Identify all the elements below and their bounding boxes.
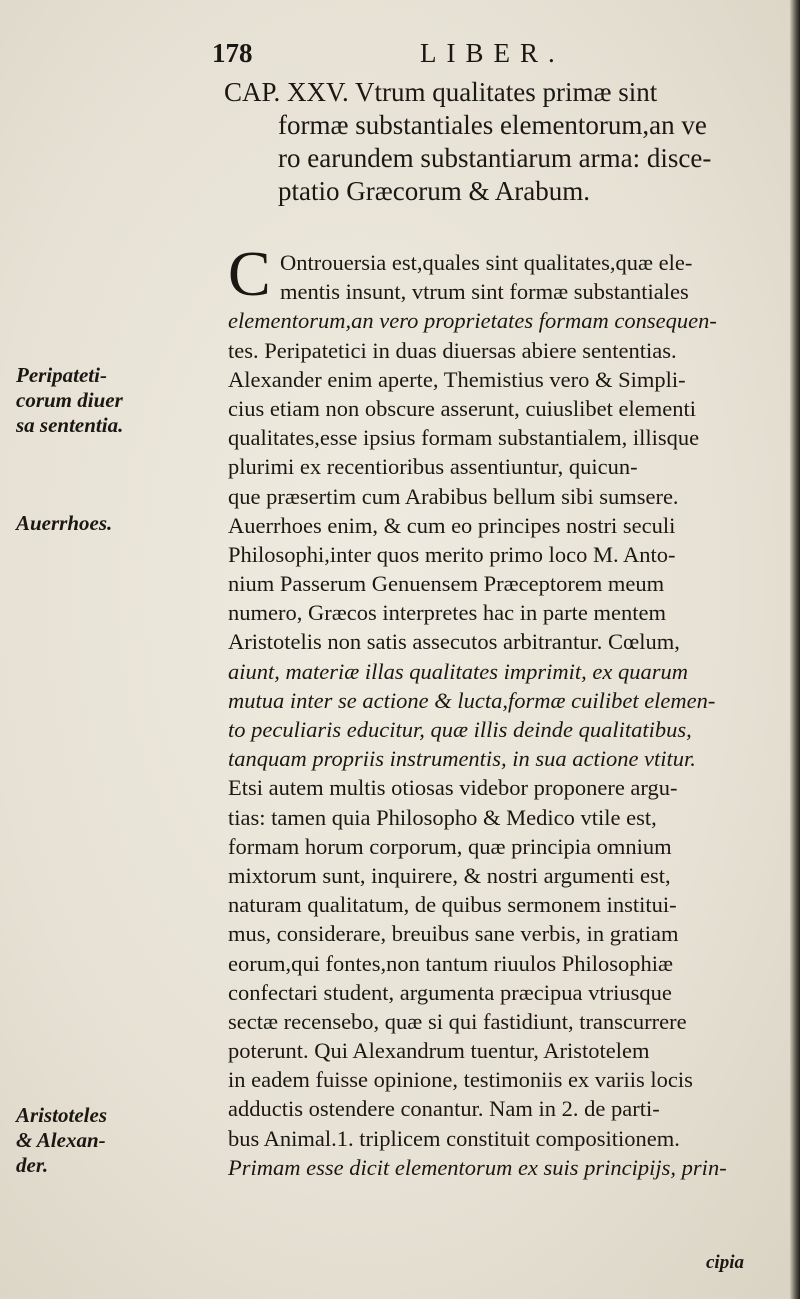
page-edge-shadow — [790, 0, 800, 1299]
margin-note-line: der. — [16, 1153, 49, 1177]
text-line: mutua inter se actione & lucta,formæ cuilibet elemen- — [228, 687, 716, 713]
chapter-heading — [224, 76, 784, 208]
text-line: Aristotelis non satis assecutos arbitrantur. Cœlum, — [228, 629, 680, 655]
drop-cap: C — [228, 238, 271, 309]
text-line: plurimi ex recentioribus assentiuntur, quicun- — [228, 454, 638, 480]
margin-note-line: Aristoteles — [16, 1103, 108, 1127]
text-line: poterunt. Qui Alexandrum tuentur, Aristotelem — [228, 1038, 650, 1064]
text-line: que præsertim cum Arabibus bellum sibi sumsere. — [228, 483, 679, 509]
text-line: mus, considerare, breuibus sane verbis, in gratiam — [228, 921, 679, 947]
margin-note-line: corum diuer — [16, 388, 123, 412]
text-line: aiunt, materiæ illas qualitates imprimit, ex quarum — [228, 658, 688, 684]
text-line: mentis insunt, vtrum sint formæ substantiales — [280, 279, 689, 305]
text-line: in eadem fuisse opinione, testimoniis ex variis locis — [228, 1067, 693, 1093]
text-line: cius etiam non obscure asserunt, cuiuslibet elementi — [228, 395, 696, 421]
margin-note-auerrhoes — [16, 511, 221, 536]
text-line: naturam qualitatum, de quibus sermonem institui- — [228, 892, 677, 918]
page-header — [212, 38, 612, 72]
text-line: formam horum corporum, quæ principia omnium — [228, 833, 672, 859]
margin-note-aristoteles — [16, 1103, 221, 1178]
margin-note-line: sa sententia. — [16, 413, 124, 437]
text-line: mixtorum sunt, inquirere, & nostri argumenti est, — [228, 862, 671, 888]
text-line: confectari student, argumenta præcipua vtriusque — [228, 979, 672, 1005]
text-line: Primam esse dicit elementorum ex suis principijs, prin- — [228, 1154, 727, 1180]
margin-note-peripatetici — [16, 363, 221, 438]
text-line: adductis ostendere conantur. Nam in 2. de parti- — [228, 1096, 660, 1122]
text-line: Etsi autem multis otiosas videbor proponere argu- — [228, 775, 678, 801]
chapter-heading-line: ptatio Græcorum & Arabum. — [278, 176, 590, 206]
chapter-heading-line: formæ substantiales elementorum,an ve — [278, 110, 707, 140]
text-line: Philosophi,inter quos merito primo loco M. Anto- — [228, 541, 676, 567]
body-text — [228, 238, 788, 1182]
text-line: Ontrouersia est,quales sint qualitates,quæ ele- — [280, 250, 693, 275]
text-line: qualitates,esse ipsius formam substantialem, illisque — [228, 425, 700, 451]
running-head: LIBER. — [420, 38, 565, 68]
catchword: cipia — [706, 1252, 744, 1273]
text-line: elementorum,an vero proprietates formam consequen- — [228, 308, 717, 334]
text-line: tias: tamen quia Philosopho & Medico vtile est, — [228, 804, 657, 830]
text-line: nium Passerum Genuensem Præceptorem meum — [228, 571, 665, 597]
chapter-heading-line: CAP. XXV. Vtrum qualitates primæ sint — [224, 77, 658, 107]
chapter-heading-line: ro earundem substantiarum arma: disce- — [278, 143, 712, 173]
page-number: 178 — [212, 38, 253, 68]
text-line: to peculiaris educitur, quæ illis deinde qualitatibus, — [228, 717, 692, 742]
margin-note-line: Peripateti- — [16, 363, 107, 387]
text-line: Alexander enim aperte, Themistius vero & Simpli- — [228, 366, 686, 392]
text-line: tanquam propriis instrumentis, in sua actione vtitur. — [228, 746, 696, 772]
text-line: eorum,qui fontes,non tantum riuulos Philosophiæ — [228, 950, 673, 976]
text-line: bus Animal.1. triplicem constituit compositionem. — [228, 1125, 680, 1151]
text-line: sectæ recensebo, quæ si qui fastidiunt, transcurrere — [228, 1008, 687, 1034]
text-line: Auerrhoes enim, & cum eo principes nostri seculi — [228, 512, 676, 538]
margin-note-line: Auerrhoes. — [16, 511, 113, 535]
margin-note-line: & Alexan- — [16, 1128, 106, 1152]
text-line: numero, Græcos interpretes hac in parte mentem — [228, 600, 666, 626]
text-line: tes. Peripatetici in duas diuersas abiere sententias. — [228, 337, 677, 363]
